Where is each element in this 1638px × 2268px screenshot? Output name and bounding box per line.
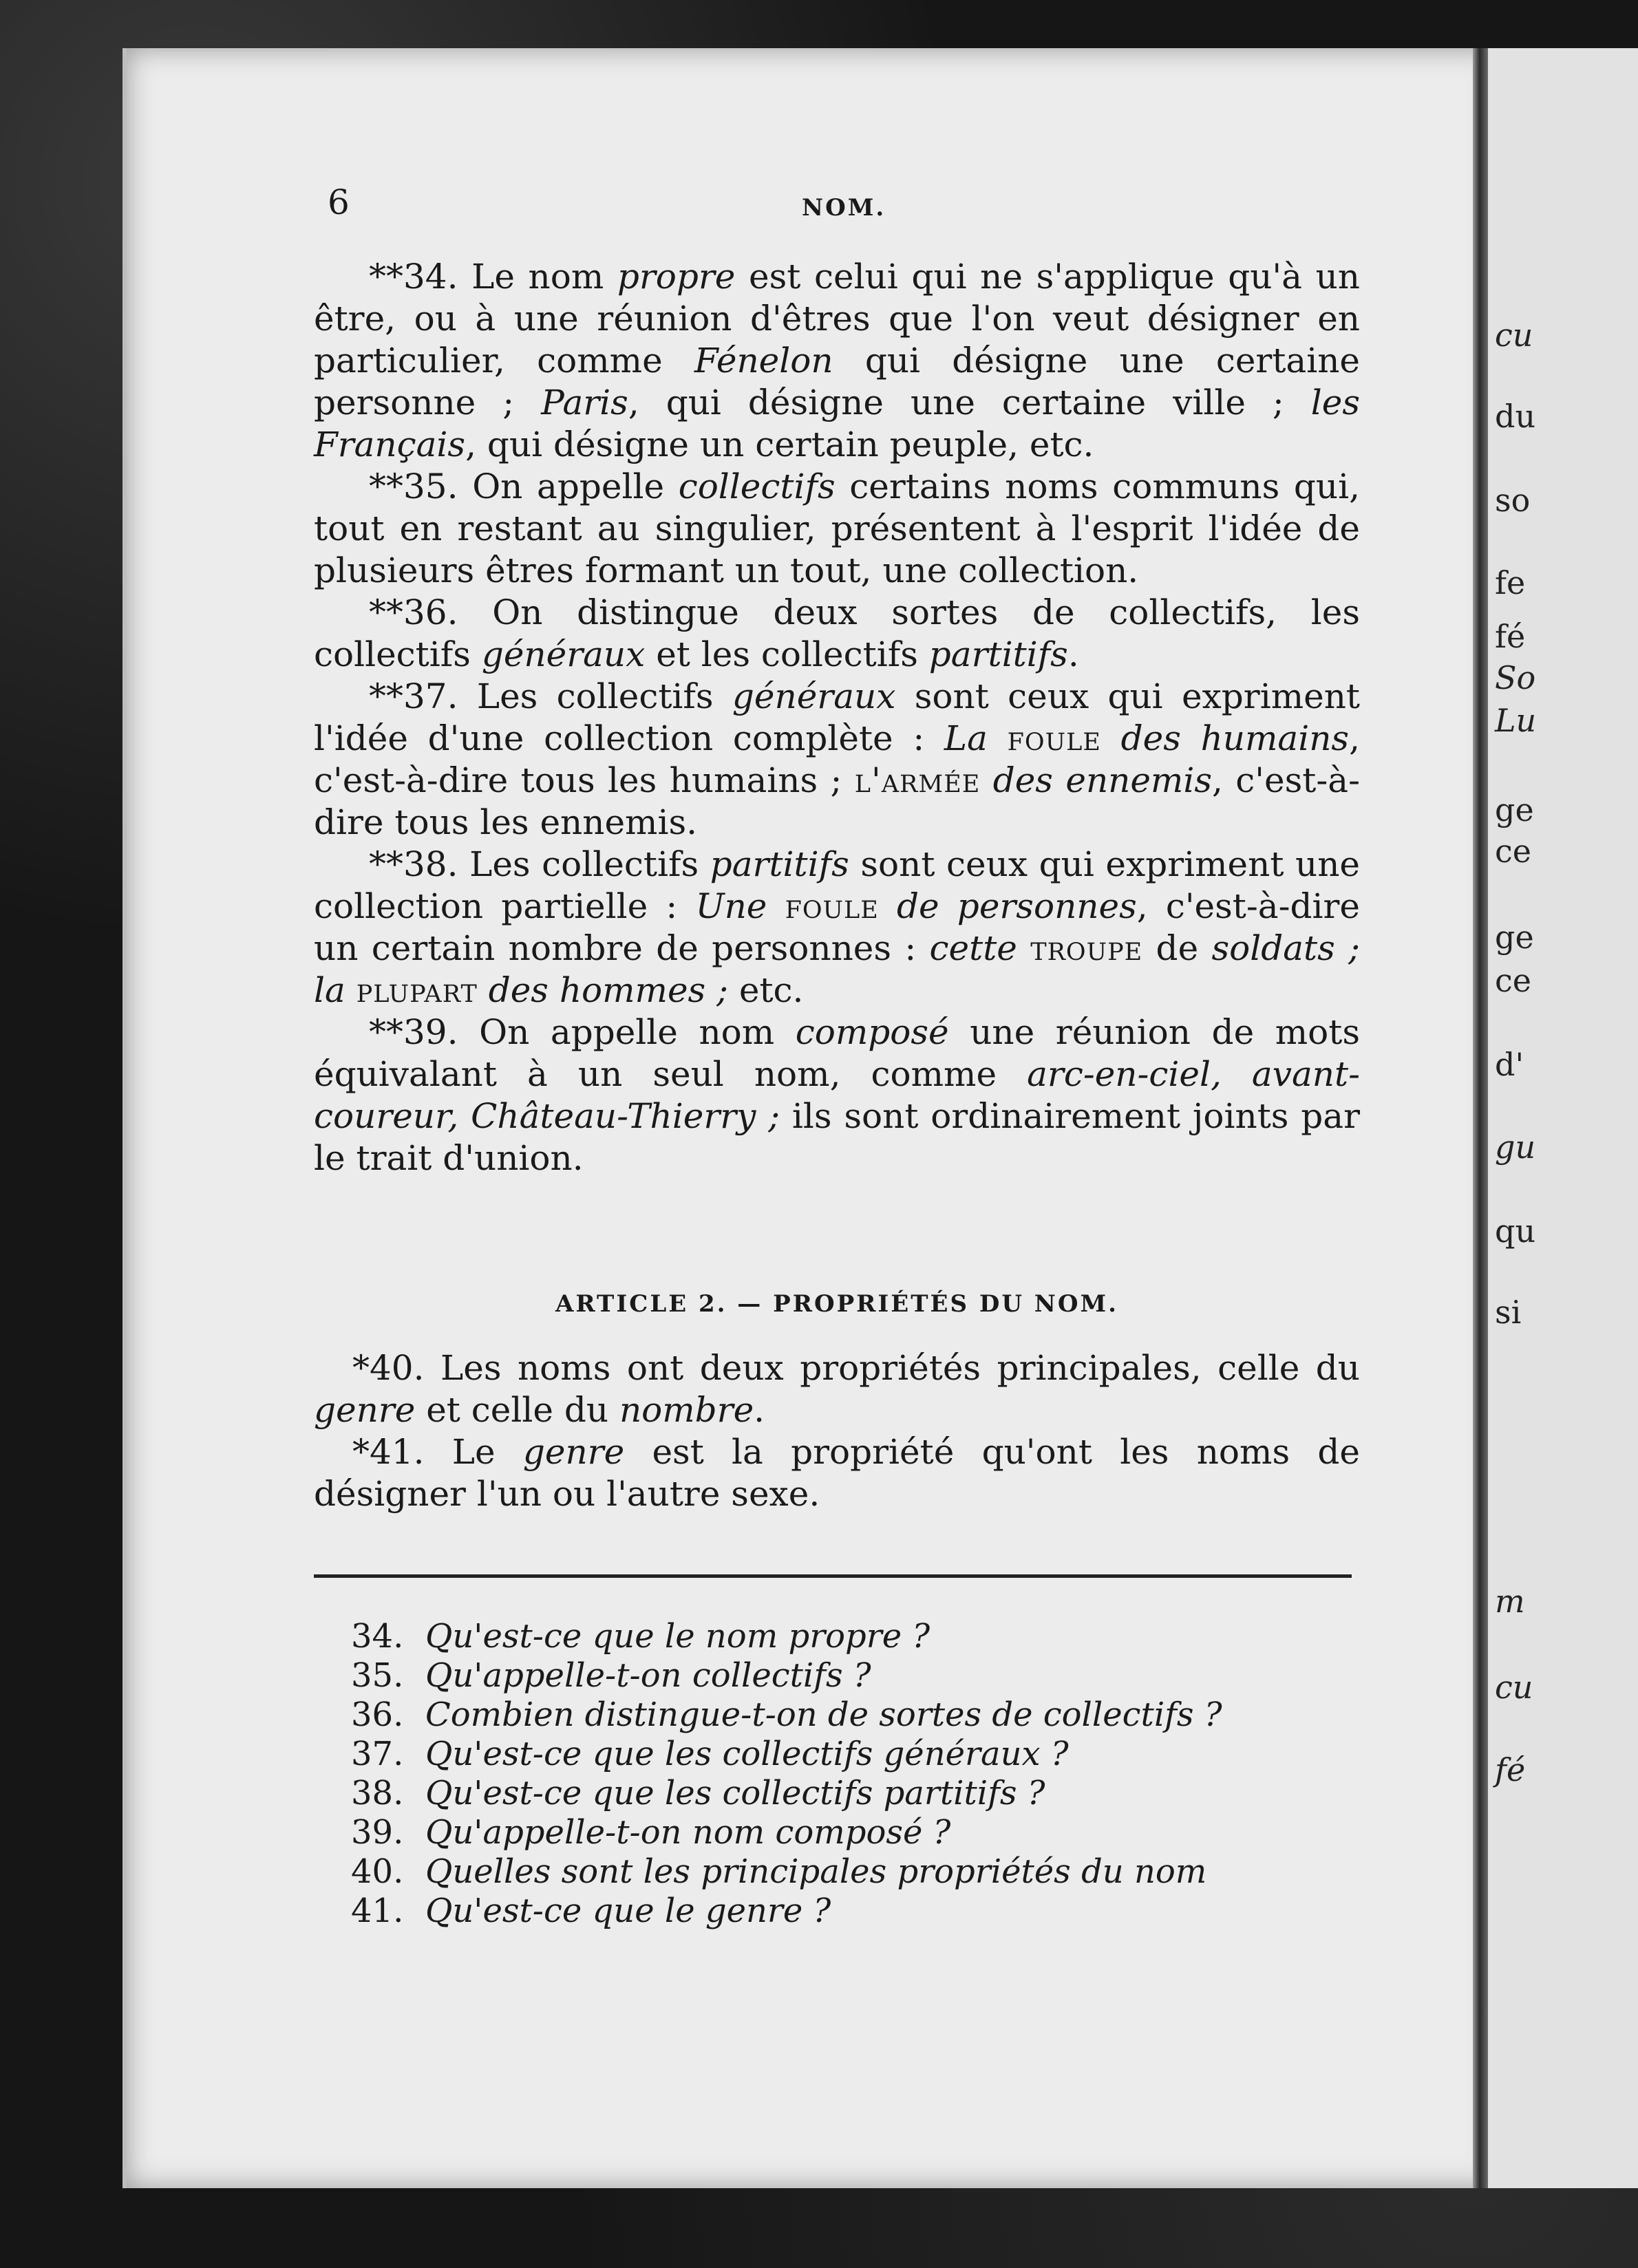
text-run: , c'est-à-dire un certain nombre de personnes : xyxy=(314,886,1360,968)
question-text: Qu'est-ce que le genre ? xyxy=(425,1892,831,1930)
question-text: Qu'appelle-t-on nom composé ? xyxy=(425,1813,951,1852)
paragraph-number: **35. xyxy=(369,467,458,506)
italic-run: les Français xyxy=(314,383,1360,464)
text-run: , c'est-à-dire tous les ennemis. xyxy=(314,760,1360,842)
text-run: . xyxy=(754,1390,765,1430)
facing-fragment: cu xyxy=(1495,1669,1533,1706)
facing-fragment: fé xyxy=(1495,1751,1526,1788)
facing-fragment: du xyxy=(1495,398,1536,435)
question-item xyxy=(351,1892,1328,1931)
facing-fragment: ge xyxy=(1495,919,1534,956)
small-caps-run: l'armée xyxy=(854,760,981,800)
text-run: ils sont ordinairement joints par le trait d'union. xyxy=(314,1096,1360,1178)
question-item xyxy=(351,1735,1328,1774)
paragraph-number: **37. xyxy=(369,676,458,716)
italic-run: genre xyxy=(314,1390,416,1430)
paragraph-number: *41. xyxy=(352,1432,425,1472)
italic-run: genre xyxy=(522,1432,625,1472)
italic-run: collectifs xyxy=(678,467,836,506)
text-run: une réunion de mots équivalant à un seul nom, comme xyxy=(314,1012,1360,1094)
paragraph-34 xyxy=(314,256,1360,466)
question-item xyxy=(351,1774,1328,1813)
text-run: , qui désigne une certaine ville ; xyxy=(628,383,1311,422)
paragraph-number: **34. xyxy=(369,257,458,297)
body-text xyxy=(314,256,1360,1179)
question-text: Qu'est-ce que les collectifs généraux ? xyxy=(425,1735,1069,1773)
facing-fragment: qu xyxy=(1495,1212,1536,1250)
running-head: NOM. xyxy=(802,194,886,222)
text-run: et les collectifs xyxy=(645,634,929,674)
facing-fragment: si xyxy=(1495,1294,1522,1331)
italic-run: La xyxy=(944,718,988,758)
section-divider xyxy=(314,1574,1352,1578)
small-caps-run: foule xyxy=(785,886,879,926)
italic-run: des humains xyxy=(1100,718,1350,758)
question-text: Qu'est-ce que le nom propre ? xyxy=(425,1617,930,1656)
question-number: 35. xyxy=(351,1656,404,1695)
paragraph-41 xyxy=(314,1431,1360,1515)
text-run: de xyxy=(1142,928,1212,968)
text-run: etc. xyxy=(727,970,804,1010)
question-text: Quelles sont les principales propriétés du nom xyxy=(425,1852,1207,1891)
book-gutter xyxy=(1473,48,1488,2188)
italic-run: partitifs xyxy=(928,634,1068,674)
paragraph-39 xyxy=(314,1012,1360,1179)
question-text: Combien distingue-t-on de sortes de collectifs ? xyxy=(425,1695,1222,1734)
page-number: 6 xyxy=(328,182,350,222)
facing-fragment: fe xyxy=(1495,564,1526,601)
text-run: Les collectifs xyxy=(458,844,710,884)
question-item xyxy=(351,1695,1328,1735)
facing-fragment: cu xyxy=(1495,317,1533,354)
small-caps-run: foule xyxy=(1007,718,1101,758)
paragraph-40 xyxy=(314,1347,1360,1431)
facing-fragment: So xyxy=(1495,659,1536,696)
questions-list xyxy=(351,1617,1328,1931)
italic-run: propre xyxy=(617,257,736,297)
text-run: Le xyxy=(424,1432,523,1472)
question-item xyxy=(351,1617,1328,1656)
question-number: 34. xyxy=(351,1617,404,1656)
text-run: sont ceux qui expriment une collection partielle : xyxy=(314,844,1361,926)
facing-fragment: ce xyxy=(1495,833,1531,870)
italic-run: des ennemis xyxy=(980,760,1212,800)
paragraph-36 xyxy=(314,592,1360,676)
italic-run: Fénelon xyxy=(694,341,833,381)
italic-run: de personnes xyxy=(878,886,1137,926)
paragraph-35 xyxy=(314,466,1360,592)
text-run: Les noms ont deux propriétés principales, celle du xyxy=(424,1348,1360,1388)
paragraph-37 xyxy=(314,676,1360,844)
question-item xyxy=(351,1813,1328,1852)
text-run: qui désigne une certaine personne ; xyxy=(314,341,1361,422)
article-heading: ARTICLE 2. — PROPRIÉTÉS DU NOM. xyxy=(555,1290,1118,1318)
question-number: 39. xyxy=(351,1813,404,1852)
facing-fragment: so xyxy=(1495,482,1531,519)
italic-run: Une xyxy=(695,886,767,926)
text-run: est la propriété qu'ont les noms de désigner l'un ou l'autre sexe. xyxy=(314,1432,1360,1514)
text-run: , qui désigne un certain peuple, etc. xyxy=(465,425,1094,464)
text-run: est celui qui ne s'applique qu'à un être, ou à une réunion d'êtres que l'on veut désigner en particulier, comme xyxy=(314,257,1360,381)
question-number: 36. xyxy=(351,1695,404,1734)
facing-fragment: Lu xyxy=(1495,702,1537,739)
question-item xyxy=(351,1656,1328,1695)
body-text-section-2 xyxy=(314,1347,1360,1515)
text-run: On distingue deux sortes de collectifs, les collectifs xyxy=(314,592,1360,674)
facing-fragment: fé xyxy=(1495,618,1526,655)
facing-page xyxy=(1488,48,1638,2188)
question-number: 38. xyxy=(351,1774,404,1812)
italic-run: composé xyxy=(795,1012,949,1052)
text-run: Le nom xyxy=(458,257,617,297)
question-number: 40. xyxy=(351,1852,404,1891)
small-caps-run: plupart xyxy=(356,970,478,1010)
italic-run: des hommes ; xyxy=(477,970,728,1010)
paragraph-38 xyxy=(314,844,1360,1012)
paragraph-number: **38. xyxy=(369,844,458,884)
italic-run: partitifs xyxy=(710,844,849,884)
question-item xyxy=(351,1852,1328,1892)
facing-fragment: ge xyxy=(1495,791,1534,828)
italic-run: nombre xyxy=(619,1390,754,1430)
italic-run: généraux xyxy=(732,676,896,716)
facing-fragment: gu xyxy=(1495,1128,1536,1166)
italic-run: cette xyxy=(929,928,1017,968)
text-run: Les collectifs xyxy=(458,676,732,716)
text-run: On appelle nom xyxy=(458,1012,796,1052)
italic-run: arc-en-ciel, avant-coureur, Château-Thierry ; xyxy=(314,1054,1360,1136)
paragraph-number: **36. xyxy=(369,592,458,632)
question-text: Qu'appelle-t-on collectifs ? xyxy=(425,1656,871,1695)
text-run: , c'est-à-dire tous les humains ; xyxy=(314,718,1360,800)
text-run: On appelle xyxy=(458,467,679,506)
facing-fragment: d' xyxy=(1495,1046,1524,1083)
facing-fragment: m xyxy=(1495,1583,1525,1620)
italic-run: généraux xyxy=(481,634,646,674)
italic-run: soldats ; la xyxy=(314,928,1360,1010)
facing-fragment: ce xyxy=(1495,962,1531,999)
question-number: 41. xyxy=(351,1892,404,1930)
text-run: certains noms communs qui, tout en restant au singulier, présentent à l'esprit l'idée de plusieurs êtres formant un tout, une collection. xyxy=(314,467,1360,590)
text-run: et celle du xyxy=(415,1390,619,1430)
text-run: . xyxy=(1067,634,1079,674)
small-caps-run: troupe xyxy=(1030,928,1143,968)
italic-run: Paris xyxy=(541,383,628,422)
text-run: sont ceux qui expriment l'idée d'une collection complète : xyxy=(314,676,1360,758)
paragraph-number: **39. xyxy=(369,1012,458,1052)
question-number: 37. xyxy=(351,1735,404,1773)
paragraph-number: *40. xyxy=(352,1348,425,1388)
question-text: Qu'est-ce que les collectifs partitifs ? xyxy=(425,1774,1045,1812)
